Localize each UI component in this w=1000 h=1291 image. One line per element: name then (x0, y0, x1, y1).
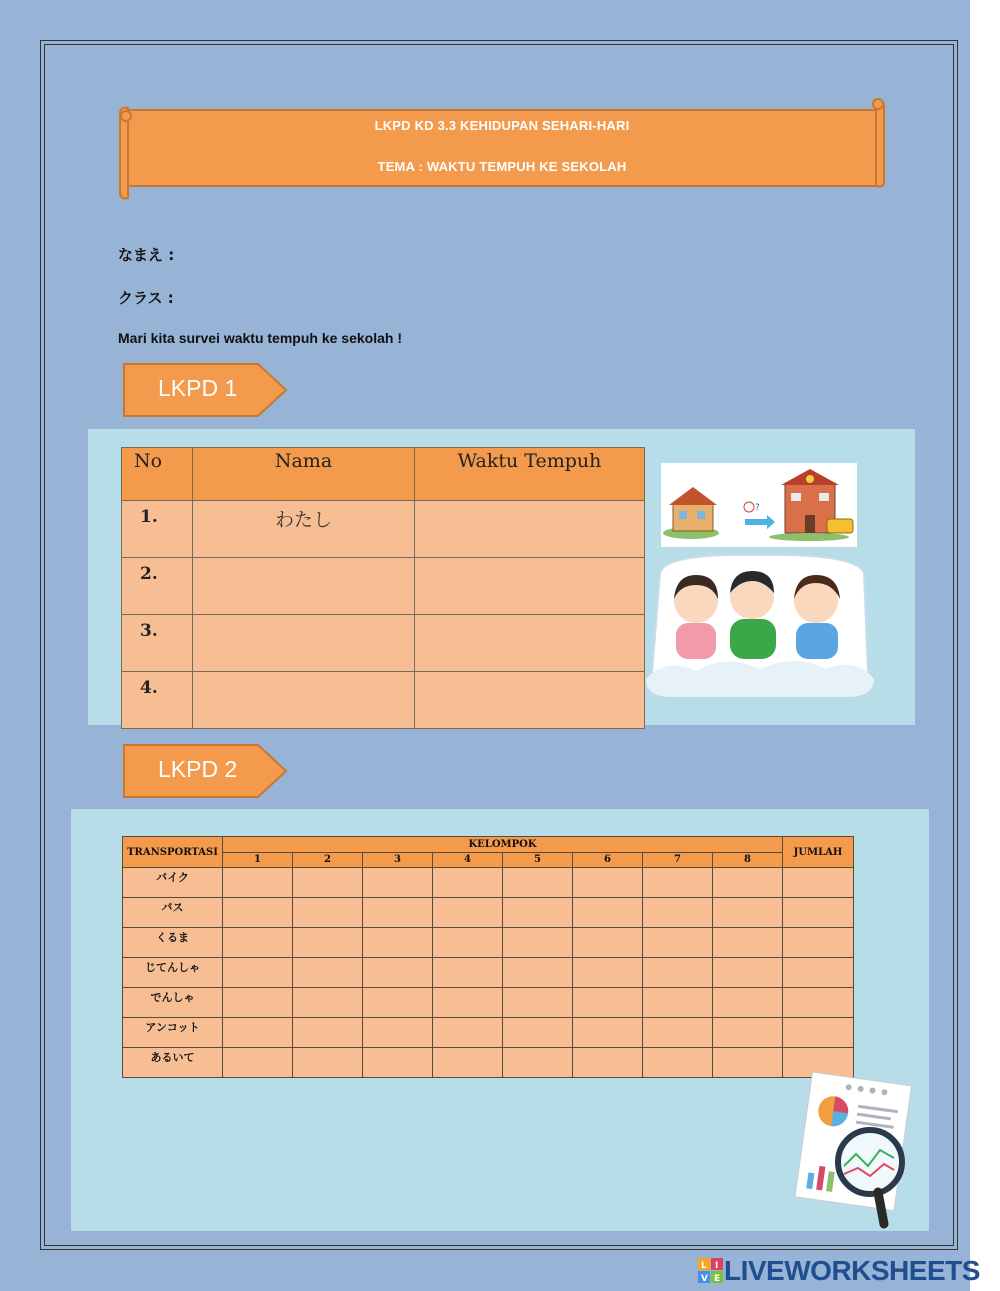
group-count-input[interactable] (713, 988, 783, 1018)
table-row (123, 1018, 854, 1048)
group-count-input[interactable] (433, 928, 503, 958)
group-number: 7 (643, 852, 713, 868)
group-count-input[interactable] (293, 1048, 363, 1078)
group-count-input[interactable] (573, 898, 643, 928)
group-count-input[interactable] (643, 928, 713, 958)
logo-letter-v: V (701, 1274, 708, 1284)
group-count-input[interactable] (363, 898, 433, 928)
lkpd1-tag-label: LKPD 1 (158, 375, 238, 401)
total-input[interactable] (783, 868, 854, 898)
nama-cell[interactable]: わたし (193, 501, 415, 558)
travel-time-table (121, 447, 645, 729)
group-number: 2 (293, 852, 363, 868)
waktu-tempuh-input[interactable] (415, 558, 645, 615)
group-number-row (123, 852, 854, 868)
name-label: なまえ : (118, 246, 175, 264)
total-input[interactable] (783, 958, 854, 988)
header-kelompok: KELOMPOK (223, 837, 783, 853)
group-count-input[interactable] (433, 868, 503, 898)
group-count-input[interactable] (433, 1018, 503, 1048)
table-row (122, 558, 645, 615)
row-number: 4. (122, 672, 193, 729)
header-waktu-tempuh: Waktu Tempuh (415, 448, 645, 501)
students-discussion-illustration (646, 553, 874, 697)
group-count-input[interactable] (433, 988, 503, 1018)
total-input[interactable] (783, 928, 854, 958)
table-row (122, 501, 645, 558)
instruction-text: Mari kita survei waktu tempuh ke sekolah ! (118, 330, 402, 346)
group-count-input[interactable] (293, 928, 363, 958)
group-count-input[interactable] (573, 958, 643, 988)
group-count-input[interactable] (643, 898, 713, 928)
group-count-input[interactable] (503, 868, 573, 898)
table-row (122, 672, 645, 729)
group-count-input[interactable] (573, 868, 643, 898)
group-count-input[interactable] (643, 958, 713, 988)
header-transportasi: TRANSPORTASI (123, 837, 223, 868)
group-count-input[interactable] (573, 1018, 643, 1048)
group-count-input[interactable] (223, 988, 293, 1018)
header-jumlah: JUMLAH (783, 837, 854, 868)
group-count-input[interactable] (573, 988, 643, 1018)
group-count-input[interactable] (643, 868, 713, 898)
transport-survey-table (122, 836, 854, 1078)
group-number: 1 (223, 852, 293, 868)
header-nama: Nama (193, 448, 415, 501)
group-count-input[interactable] (573, 1048, 643, 1078)
waktu-tempuh-input[interactable] (415, 615, 645, 672)
group-count-input[interactable] (223, 1048, 293, 1078)
row-number: 1. (122, 501, 193, 558)
group-count-input[interactable] (363, 1048, 433, 1078)
logo-letter-l: L (701, 1261, 707, 1271)
logo-letter-i: I (715, 1261, 719, 1271)
group-count-input[interactable] (503, 1018, 573, 1048)
group-count-input[interactable] (503, 1048, 573, 1078)
group-count-input[interactable] (503, 928, 573, 958)
svg-text:?: ? (755, 503, 760, 513)
group-count-input[interactable] (643, 1048, 713, 1078)
group-count-input[interactable] (503, 898, 573, 928)
transport-label: バイク (123, 868, 223, 898)
row-number: 3. (122, 615, 193, 672)
scroll-banner-shape (116, 96, 888, 204)
group-count-input[interactable] (223, 1018, 293, 1048)
group-count-input[interactable] (363, 1018, 433, 1048)
waktu-tempuh-input[interactable] (415, 672, 645, 729)
nama-input[interactable] (193, 672, 415, 729)
table-row (123, 868, 854, 898)
group-count-input[interactable] (503, 958, 573, 988)
group-count-input[interactable] (293, 958, 363, 988)
class-label: クラス : (118, 289, 174, 307)
total-input[interactable] (783, 988, 854, 1018)
group-count-input[interactable] (293, 988, 363, 1018)
group-count-input[interactable] (223, 958, 293, 988)
table-row (122, 615, 645, 672)
group-count-input[interactable] (713, 1048, 783, 1078)
live-blocks-icon (698, 1258, 724, 1284)
group-count-input[interactable] (713, 928, 783, 958)
table-row (123, 898, 854, 928)
transport-label: でんしゃ (123, 988, 223, 1018)
transport-label: くるま (123, 928, 223, 958)
group-number: 6 (573, 852, 643, 868)
group-count-input[interactable] (363, 868, 433, 898)
group-count-input[interactable] (363, 958, 433, 988)
group-count-input[interactable] (223, 868, 293, 898)
transport-label: アンコット (123, 1018, 223, 1048)
total-input[interactable] (783, 1018, 854, 1048)
table-header-row (122, 448, 645, 501)
table-row (123, 958, 854, 988)
group-count-input[interactable] (713, 898, 783, 928)
header-no: No (122, 448, 193, 501)
group-count-input[interactable] (223, 928, 293, 958)
data-analysis-illustration (780, 1070, 920, 1230)
banner-theme: TEMA : WAKTU TEMPUH KE SEKOLAH (377, 159, 627, 174)
group-count-input[interactable] (713, 958, 783, 988)
group-count-input[interactable] (433, 958, 503, 988)
table-row (123, 988, 854, 1018)
group-count-input[interactable] (433, 898, 503, 928)
group-number: 4 (433, 852, 503, 868)
group-count-input[interactable] (713, 1018, 783, 1048)
lkpd2-tag (122, 743, 288, 799)
group-count-input[interactable] (363, 988, 433, 1018)
group-count-input[interactable] (643, 988, 713, 1018)
transport-label: バス (123, 898, 223, 928)
title-banner (116, 96, 888, 204)
total-input[interactable] (783, 898, 854, 928)
group-count-input[interactable] (293, 898, 363, 928)
house-to-school-illustration (661, 463, 857, 547)
transport-label: じてんしゃ (123, 958, 223, 988)
transport-label: あるいて (123, 1048, 223, 1078)
lkpd2-tag-label: LKPD 2 (158, 756, 238, 782)
group-count-input[interactable] (503, 988, 573, 1018)
transport-table-body (123, 868, 854, 1078)
liveworksheets-logo (698, 1256, 980, 1286)
table-row (123, 1048, 854, 1078)
lkpd1-tag (122, 362, 288, 418)
group-count-input[interactable] (573, 928, 643, 958)
waktu-tempuh-input[interactable] (415, 501, 645, 558)
group-number: 3 (363, 852, 433, 868)
group-count-input[interactable] (643, 1018, 713, 1048)
group-count-input[interactable] (713, 868, 783, 898)
table-row (123, 928, 854, 958)
group-count-input[interactable] (293, 868, 363, 898)
logo-letter-e: E (714, 1274, 721, 1284)
group-count-input[interactable] (363, 928, 433, 958)
group-count-input[interactable] (293, 1018, 363, 1048)
table-header-row (123, 837, 854, 853)
group-number: 5 (503, 852, 573, 868)
logo-text: LIVEWORKSHEETS (724, 1255, 980, 1286)
nama-input[interactable] (193, 558, 415, 615)
group-count-input[interactable] (223, 898, 293, 928)
banner-title: LKPD KD 3.3 KEHIDUPAN SEHARI-HARI (374, 118, 630, 133)
group-number: 8 (713, 852, 783, 868)
group-count-input[interactable] (433, 1048, 503, 1078)
row-number: 2. (122, 558, 193, 615)
nama-input[interactable] (193, 615, 415, 672)
